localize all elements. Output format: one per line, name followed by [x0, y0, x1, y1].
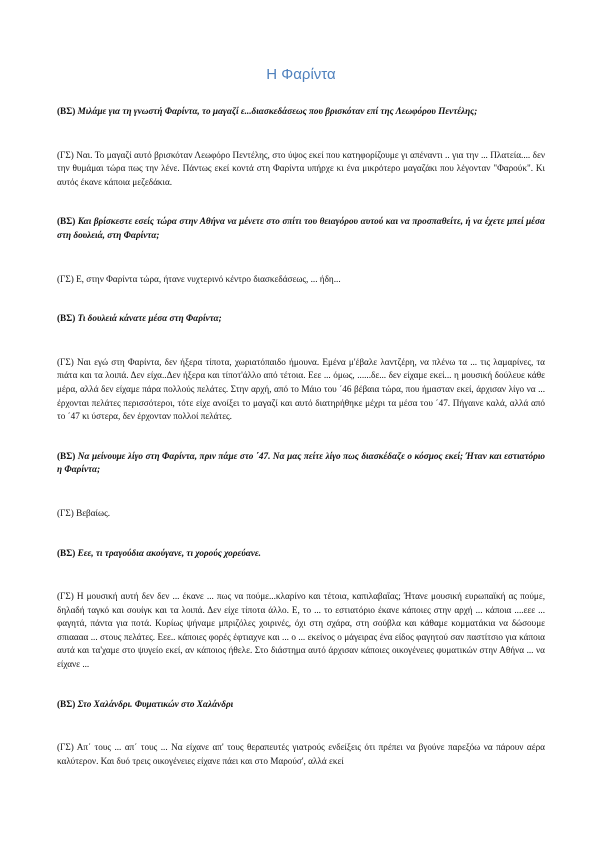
- question-text: Και βρίσκεστε εσείς τώρα στην Αθήνα να μένετε στο σπίτι του θειαγόρου αυτού και να προσπαθείτε, ή να έχετε μπεί μέσα στη δουλειά, στη Φαρίντα;: [57, 216, 545, 240]
- answer-paragraph: (ΓΣ) Η μουσική αυτή δεν δεν ... έκανε ... πως να πούμε...κλαρίνο και τέτοια, καπιλαβαΐας; Ήτανε μουσική ευρωπαϊκή ας πούμε, δηλαδή ταγκό και σουίγκ και τα λοιπά. Δεν είχε τίποτα άλλο. Ε, το ... το εστιατόριο έκανε κάποιες στην αρχή ... κάποια ....εεε ... φαγητά, πάντα για ποτά. Κυρίως ψήναμε μπριζόλες χοιρινές, όχι στη σχάρα, στη σούβλα και κάθαμε κομματάκια να δώσουμε σπιαααα ... στους πελάτες. Εεε.. κάποιες φορές έφτιαχνε και ... ο ... εκείνος ο μάγειρας ένα είδος φαγητού σαν παστίτσιο για κάποια αυτά και τα'χαμε στο ψυγείο εκεί, αν κάποιος ήθελε. Στο διάστημα αυτό άρχισαν κάποιες οικογένειες φυματικών στην Αθήνα ... να είχανε ...: [57, 591, 545, 670]
- speaker-label: (ΒΣ): [57, 547, 76, 558]
- speaker-label: (ΒΣ): [57, 698, 76, 709]
- question-paragraph: [57, 105, 545, 119]
- question-text: Στο Χαλάνδρι. Φυματικών στο Χαλάνδρι: [75, 698, 234, 709]
- answer-paragraph: (ΓΣ) Ναι. Το μαγαζί αυτό βρισκόταν Λεωφόρο Πεντέλης, στο ύψος εκεί που κατηφορίζουμε γι απέναντι .. για την ... Πλατεία.... δεν την θυμάμαι τώρα πως την λένε. Πάντως εκεί κοντά στη Φαρίντα υπήρχε κι ένα μικρότερο μαγαζάκι που λέγονταν "Φαρούκ". Κι αυτός έκανε κάποια μεζεδάκια.: [57, 149, 545, 187]
- speaker-label: (ΒΣ): [57, 106, 76, 116]
- question-paragraph: [57, 450, 545, 477]
- answer-paragraph: (ΓΣ) Βεβαίως.: [57, 507, 111, 518]
- question-text: Εεε, τι τραγούδια ακούγανε, τι χορούς χορεύανε.: [75, 547, 261, 558]
- question-text: Τι δουλειά κάνατε μέσα στη Φαρίντα;: [75, 313, 222, 324]
- question-text: Να μείνουμε λίγο στη Φαρίντα, πριν πάμε στο ΄47. Να μας πείτε λίγο πως διασκέδαζε ο κόσμος εκεί; Ήταν και εστιατόριο η Φαρίντα;: [57, 450, 545, 475]
- speaker-label: (ΒΣ): [57, 450, 76, 461]
- answer-paragraph: (ΓΣ) Απ΄ τους ... απ΄ τους ... Να είχανε απ' τους θεραπευτές γιατρούς ενδείξεις ότι πρέπει να βγούνε παρεξόω να πάρουν αέρα καλύτερον. Και δυό τρεις οικογένειες είχανε πάει και στο Μαρούσ', αλλά εκεί: [57, 742, 545, 766]
- speaker-label: (ΒΣ): [57, 313, 76, 324]
- question-paragraph: [57, 547, 545, 561]
- question-paragraph: [57, 698, 545, 712]
- question-paragraph: [57, 312, 545, 326]
- answer-paragraph: (ΓΣ) Ε, στην Φαρίντα τώρα, ήτανε νυχτερινό κέντρο διασκεδάσεως, ... ήδη...: [57, 273, 341, 284]
- speaker-label: (ΒΣ): [57, 216, 76, 227]
- page-title: Η Φαρίντα: [266, 66, 336, 83]
- answer-paragraph: (ΓΣ) Ναι εγώ στη Φαρίντα, δεν ήξερα τίποτα, χωριατόπαιδο ήμουνα. Εμένα μ'έβαλε λαντζέρη, να πλένω τα ... τις λαμαρίνες, τα πιάτα και τα λοιπά. Δεν είχα..Δεν ήξερα και τίποτ'άλλο από τέτοια. Εεε ... όμως, ......δε... δεν είχαμε εκεί... η μουσική δούλευε κάθε μέρα, αλλά δεν είχαμε πάρα πολλούς πελάτες. Στην αρχή, από το Μάιο του ΄46 βέβαια τώρα, που ήμασταν εκεί, άρχισαν λίγο να ... έρχονται πελάτες περισσότεροι, τότε είχε ανοίξει το μαγαζί και αυτό διατηρήθηκε μέχρι τα μέσα του ΄47. Πήγαινε καλά, αλλά από το ΄47 κι ύστερα, δεν έρχονταν πολλοί πελάτες.: [57, 356, 545, 422]
- question-paragraph: [57, 215, 545, 242]
- question-text: Μιλάμε για τη γνωστή Φαρίντα, το μαγαζί ε...διασκεδάσεως που βρισκόταν επί της Λεωφόρου Πεντέλης;: [75, 106, 478, 116]
